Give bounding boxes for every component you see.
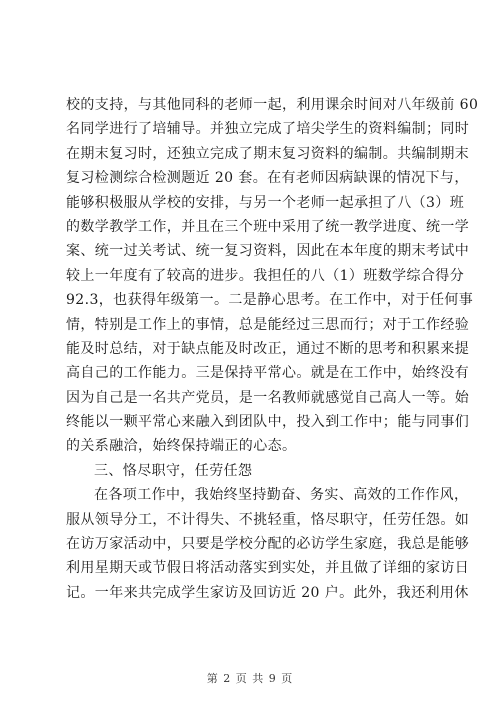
text-line: 92.3，也获得年级第一。二是静心思考。在工作中，对于任何事 [66, 292, 474, 309]
text-line: 在访万家活动中，只要是学校分配的必访学生家庭，我总是能够 [66, 536, 470, 553]
body-text [66, 93, 479, 605]
text-line: 终能以一颗平常心来融入到团队中，投入到工作中；能与同事们 [66, 414, 470, 431]
text-line: 在期末复习时，还独立完成了期末复习资料的编制。共编制期末 [66, 145, 470, 162]
text-line: 服从领导分工，不计得失、不挑轻重，恪尽职守，任劳任怨。如 [66, 511, 470, 528]
text-line: 能及时总结，对于缺点能及时改正，通过不断的思考和积累来提 [66, 340, 470, 357]
text-line: 名同学进行了培辅导。并独立完成了培尖学生的资料编制；同时 [66, 121, 470, 138]
text-line: 高自己的工作能力。三是保持平常心。就是在工作中，始终没有 [66, 365, 470, 382]
text-line: 的数学教学工作，并且在三个班中采用了统一教学进度、统一学 [66, 218, 470, 235]
text-line: 记。一年来共完成学生家访及回访近 20 户。此外，我还利用休 [66, 584, 469, 601]
text-line: 案、统一过关考试、统一复习资料，因此在本年度的期末考试中 [66, 243, 470, 260]
text-line: 因为自己是一名共产党员，是一名教师就感觉自己高人一等。始 [66, 389, 470, 406]
text-line: 在各项工作中，我始终坚持勤奋、务实、高效的工作作风， [94, 487, 469, 504]
text-line: 能够积极服从学校的安排，与另一个老师一起承担了八（3）班 [66, 194, 465, 211]
section-heading: 三、恪尽职守，任劳任怨 [94, 462, 253, 479]
text-line: 较上一年度有了较高的进步。我担任的八（1）班数学综合得分 [66, 267, 465, 284]
text-line: 情，特别是工作上的事情，总是能经过三思而行；对于工作经验 [66, 316, 470, 333]
text-line: 复习检测综合检测题近 20 套。在有老师因病缺课的情况下与， [66, 170, 469, 187]
text-line: 的关系融洽，始终保持端正的心态。 [66, 438, 297, 455]
page-number-footer: 第 2 页 共 9 页 [206, 672, 294, 685]
text-line: 利用星期天或节假日将活动落实到实处，并且做了详细的家访日 [66, 560, 470, 577]
text-line: 校的支持，与其他同科的老师一起，利用课余时间对八年级前 60 [66, 97, 479, 113]
